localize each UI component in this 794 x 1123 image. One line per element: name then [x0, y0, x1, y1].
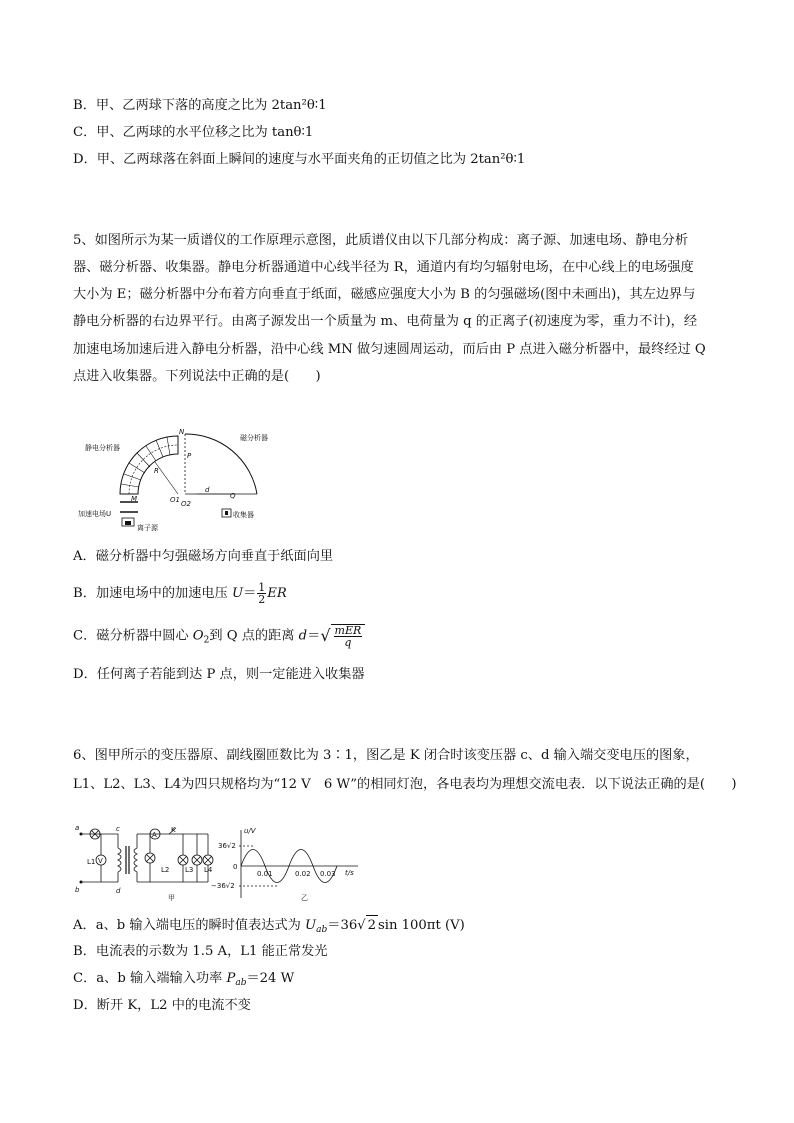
- label-figure-jia: 甲: [168, 894, 175, 902]
- label-ymin: −36√2: [211, 882, 235, 890]
- label-k: K: [171, 826, 176, 834]
- q5-stem-line-6: 点进入收集器。下列说法中正确的是( ): [73, 369, 321, 384]
- label-d: d: [116, 887, 121, 895]
- label-m: M: [131, 495, 138, 503]
- label-a: a: [75, 826, 80, 832]
- label-zero: 0: [233, 863, 238, 871]
- q6-option-b: B．电流表的示数为 1.5 A，L1 能正常发光: [73, 944, 328, 959]
- q4-option-d: D．甲、乙两球落在斜面上瞬间的速度与水平面夹角的正切值之比为 2tan²θ∶1: [73, 152, 526, 167]
- label-ion-source: 离子源: [137, 524, 158, 532]
- label-c: c: [116, 826, 120, 833]
- label-l3: L3: [185, 866, 194, 874]
- q5-stem-line-3: 大小为 E；磁分析器中分布着方向垂直于纸面，磁感应强度大小为 B 的匀强磁场(图中未画出)，其左边界与: [73, 287, 696, 302]
- sqrt-expression: √ $\frac{\text{mER}}{q}$: [320, 624, 365, 648]
- label-voltmeter: V: [98, 857, 103, 865]
- transformer-circuit-and-waveform: [73, 826, 363, 902]
- q5-option-c: C．磁分析器中圆心 $O_2$到 Q 点的距离 d＝√ $\frac{\text{mER}}{q}$: [73, 624, 365, 651]
- label-ymax: 36√2: [218, 842, 236, 850]
- label-o1: O1: [170, 496, 180, 504]
- label-magnetic-analyzer: 磁分析器: [240, 434, 268, 442]
- label-q: Q: [230, 492, 236, 500]
- q6-stem-line-1: 6、图甲所示的变压器原、副线圈匝数比为 3∶1，图乙是 K 闭合时该变压器 c、d 输入端交变电压的图象，: [73, 748, 699, 763]
- q6-option-a: A．a、b 输入端电压的瞬时值表达式为 $U_{ab}=36√$ 2 sin 100πt (V): [73, 915, 465, 940]
- label-accelerating-field: 加速电场U: [78, 510, 112, 518]
- label-l4: L4: [204, 866, 213, 874]
- q5-stem-line-2: 器、磁分析器、收集器。静电分析器通道中心线半径为 R，通道内有均匀辐射电场，在中心线上的电场强度: [73, 260, 694, 275]
- label-u-axis: u/V: [244, 827, 256, 835]
- q6-option-d: D．断开 K，L2 中的电流不变: [73, 998, 251, 1013]
- q6-option-c: C．a、b 输入端输入功率 $P_{ab}=24$ W: [73, 971, 295, 988]
- label-t-axis: t/s: [345, 869, 354, 877]
- label-figure-yi: 乙: [301, 894, 308, 902]
- q4-option-b: B．甲、乙两球下落的高度之比为 2tan²θ∶1: [73, 98, 327, 113]
- q5-option-d: D．任何离子若能到达 P 点，则一定能进入收集器: [73, 667, 365, 682]
- label-l2: L2: [161, 866, 170, 874]
- label-o2: O2: [181, 500, 191, 508]
- label-t3: 0.03: [320, 870, 336, 878]
- q5-stem-line-4: 静电分析器的右边界平行。由离子源发出一个质量为 m、电荷量为 q 的正离子(初速度为零，重力不计)，经: [73, 314, 698, 329]
- q5-option-b: B．加速电场中的加速电压 U＝ $\frac{1}{2}$ ER: [73, 581, 287, 606]
- q5-stem-line-5: 加速电场加速后进入静电分析器，沿中心线 MN 做匀速圆周运动，而后由 P 点进入磁分析器中，最终经过 Q: [73, 342, 706, 357]
- label-collector: 收集器: [233, 511, 254, 519]
- label-l1: L1: [87, 858, 96, 866]
- label-t1: 0.01: [257, 870, 273, 878]
- label-b: b: [75, 886, 80, 894]
- label-p: P: [187, 452, 192, 460]
- label-t2: 0.02: [295, 870, 311, 878]
- q5-option-a: A．磁分析器中匀强磁场方向垂直于纸面向里: [73, 549, 334, 564]
- label-electrostatic-analyzer: 静电分析器: [85, 444, 120, 452]
- label-ammeter: A: [152, 831, 157, 839]
- label-r: R: [154, 467, 159, 475]
- fraction-one-half: $\frac{1}{2}$: [258, 581, 266, 606]
- mass-spectrometer-diagram: [75, 422, 275, 534]
- q5-stem-line-1: 5、如图所示为某一质谱仪的工作原理示意图，此质谱仪由以下几部分构成：离子源、加速电场、静电分析: [73, 233, 689, 248]
- q4-option-c: C．甲、乙两球的水平位移之比为 tanθ∶1: [73, 125, 314, 140]
- label-n: N: [179, 428, 185, 436]
- q6-stem-line-2: L1、L2、L3、L4为四只规格均为“12 V 6 W”的相同灯泡，各电表均为理想交流电表．以下说法正确的是( ): [73, 777, 737, 792]
- label-d: d: [205, 486, 210, 494]
